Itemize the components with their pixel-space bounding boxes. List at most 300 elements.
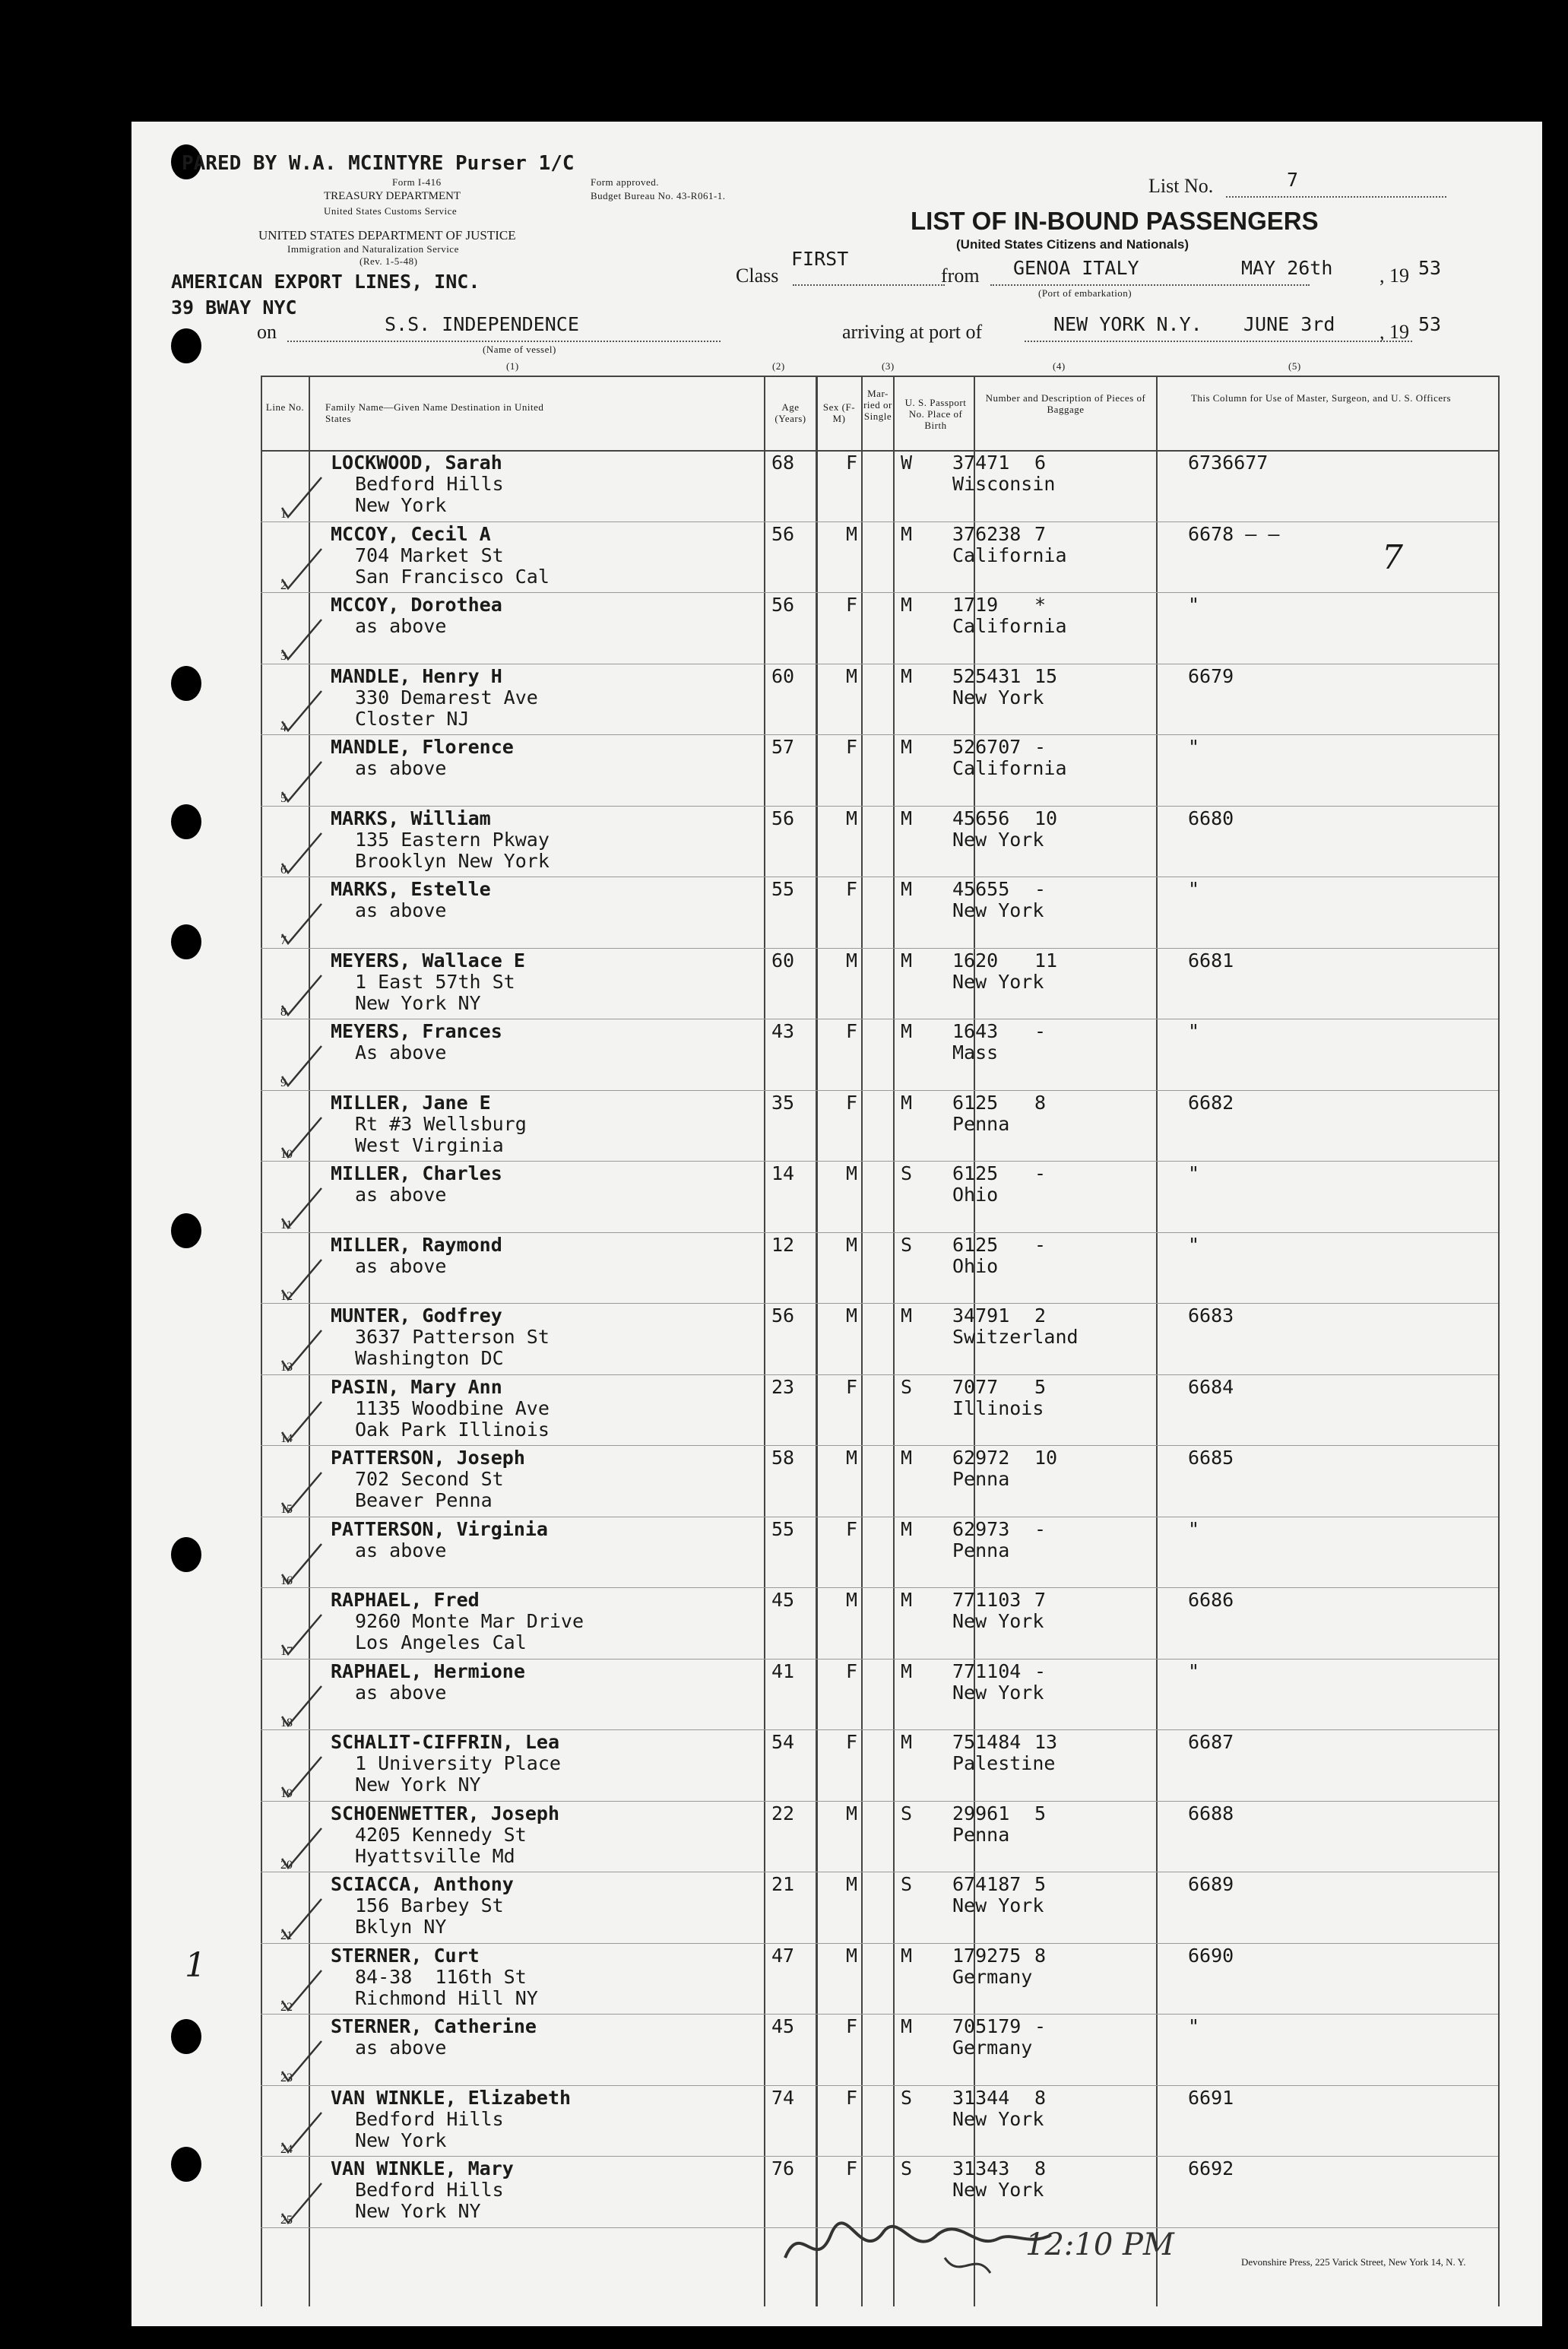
place-of-birth: Germany (952, 2037, 1033, 2059)
table-top-border (261, 376, 1498, 377)
check-mark-icon (276, 1679, 329, 1732)
officer-note: 6685 (1188, 1447, 1234, 1469)
shipping-address: 39 BWAY NYC (171, 296, 297, 319)
left-margin-mark: 1 (185, 1946, 206, 1985)
place-of-birth: Ohio (952, 1254, 999, 1277)
officer-note: 6683 (1188, 1304, 1234, 1327)
check-mark-icon (276, 1181, 329, 1234)
baggage-count: - (1034, 736, 1047, 758)
passenger-name: VAN WINKLE, Elizabeth (331, 2086, 572, 2109)
officer-note: 6689 (1188, 1873, 1234, 1895)
passport-number: 7077 (952, 1375, 999, 1398)
passenger-name: MCCOY, Dorothea (331, 594, 502, 616)
departure-year-prefix: , 19 (1380, 265, 1409, 287)
passport-number: 62972 (952, 1447, 1010, 1469)
passenger-age: 55 (771, 878, 795, 900)
col-number-2: (2) (772, 360, 785, 372)
place-of-birth: New York (952, 1610, 1044, 1632)
passenger-name: STERNER, Curt (331, 1944, 480, 1967)
colhead-line-no: Line No. (265, 401, 305, 413)
officer-note: 6679 (1188, 664, 1234, 687)
baggage-count: 11 (1034, 949, 1058, 972)
form-approved: Form approved. (591, 176, 660, 188)
passenger-marital: S (901, 2157, 913, 2179)
printer-credit: Devonshire Press, 225 Varick Street, New York 14, N. Y. (1241, 2256, 1466, 2268)
margin-seven: 7 (1382, 538, 1403, 577)
row-separator (261, 1729, 1498, 1730)
line-number: 13 (280, 1361, 293, 1374)
budget-bureau: Budget Bureau No. 43-R061-1. (591, 190, 726, 201)
baggage-count: 5 (1034, 1375, 1047, 1398)
officer-note: 6688 (1188, 1802, 1234, 1824)
passenger-address: 84-38 116th St (355, 1965, 527, 1988)
place-of-birth: Germany (952, 1965, 1033, 1988)
baggage-count: 7 (1034, 522, 1047, 545)
baggage-count: 10 (1034, 807, 1058, 829)
passenger-age: 58 (771, 1447, 795, 1469)
passenger-name: MANDLE, Henry H (331, 664, 502, 687)
passenger-marital: M (901, 736, 913, 758)
passenger-address: as above (355, 1184, 447, 1206)
baggage-count: 8 (1034, 2086, 1047, 2109)
embark-caption: (Port of embarkation) (1038, 287, 1132, 299)
immigration-service: Immigration and Naturalization Service (287, 243, 459, 255)
col-number-4: (4) (1053, 360, 1066, 372)
colhead-officers: This Column for Use of Master, Surgeon, and U. S. Officers (1190, 392, 1452, 404)
from-label: from (941, 265, 980, 287)
passport-number: 525431 (952, 664, 1022, 687)
passenger-name: SCHALIT-CIFFRIN, Lea (331, 1731, 560, 1753)
passenger-age: 41 (771, 1660, 795, 1682)
officer-note: " (1188, 1020, 1200, 1042)
form-department: TREASURY DEPARTMENT (324, 190, 461, 202)
place-of-birth: New York (952, 2179, 1044, 2201)
row-separator (261, 1090, 1498, 1091)
passenger-sex: F (846, 736, 858, 758)
line-number: 4 (280, 721, 287, 734)
passenger-name: MANDLE, Florence (331, 736, 514, 758)
place-of-birth: Penna (952, 1823, 1010, 1846)
passport-number: 751484 (952, 1731, 1022, 1753)
passenger-name: SCHOENWETTER, Joseph (331, 1802, 560, 1824)
passenger-address: New York NY (355, 2200, 481, 2222)
class-label: Class (736, 265, 779, 287)
check-mark-icon (276, 612, 329, 665)
passenger-address: Brooklyn New York (355, 849, 550, 872)
place-of-birth: Switzerland (952, 1326, 1079, 1348)
passenger-sex: F (846, 2157, 858, 2179)
passenger-sex: M (846, 1447, 858, 1469)
passenger-address: as above (355, 2037, 447, 2059)
passenger-address: Hyattsville Md (355, 1844, 515, 1867)
officer-note: 6690 (1188, 1944, 1234, 1967)
line-number: 17 (280, 1645, 293, 1658)
row-separator (261, 1303, 1498, 1304)
binder-hole (171, 804, 201, 839)
binder-hole (171, 328, 201, 363)
place-of-birth: Mass (952, 1041, 999, 1064)
check-mark-icon (276, 2176, 329, 2229)
check-mark-icon (276, 541, 329, 594)
passenger-marital: M (901, 1091, 913, 1114)
baggage-count: 8 (1034, 1944, 1047, 1967)
row-separator (261, 592, 1498, 593)
passenger-address: as above (355, 1681, 447, 1704)
place-of-birth: Penna (952, 1468, 1010, 1490)
line-number: 21 (280, 1929, 293, 1942)
passenger-sex: F (846, 594, 858, 616)
arrival-line (1025, 341, 1412, 342)
passenger-address: as above (355, 1539, 447, 1561)
passenger-name: MARKS, Estelle (331, 878, 491, 900)
colhead-married: Mar-ried or Single (863, 388, 892, 422)
passenger-sex: F (846, 1731, 858, 1753)
passenger-marital: W (901, 452, 913, 474)
passenger-name: PATTERSON, Joseph (331, 1447, 525, 1469)
row-separator (261, 2014, 1498, 2015)
baggage-count: - (1034, 2015, 1047, 2037)
passenger-age: 57 (771, 736, 795, 758)
passenger-name: LOCKWOOD, Sarah (331, 452, 502, 474)
passenger-age: 76 (771, 2157, 795, 2179)
officer-note: 6678 — — (1188, 522, 1280, 545)
place-of-birth: Illinois (952, 1396, 1044, 1419)
vessel-caption: (Name of vessel) (483, 344, 556, 355)
passenger-address: Bedford Hills (355, 2179, 504, 2201)
passenger-age: 56 (771, 522, 795, 545)
passenger-name: MARKS, William (331, 807, 491, 829)
passenger-age: 54 (771, 1731, 795, 1753)
passenger-marital: S (901, 1233, 913, 1256)
passenger-name: PATTERSON, Virginia (331, 1517, 548, 1540)
passenger-address: Oak Park Illinois (355, 1418, 550, 1441)
baggage-count: * (1034, 594, 1047, 616)
justice-department: UNITED STATES DEPARTMENT OF JUSTICE (258, 228, 516, 243)
arriving-label: arriving at port of (842, 321, 983, 343)
form-service: United States Customs Service (324, 205, 458, 217)
passenger-marital: M (901, 594, 913, 616)
passenger-name: RAPHAEL, Hermione (331, 1660, 525, 1682)
passenger-address: Bedford Hills (355, 2107, 504, 2130)
officer-note: 6684 (1188, 1375, 1234, 1398)
place-of-birth: New York (952, 899, 1044, 921)
place-of-birth: California (952, 615, 1067, 637)
passenger-age: 74 (771, 2086, 795, 2109)
departure-date: MAY 26th (1241, 257, 1333, 279)
passport-number: 34791 (952, 1304, 1010, 1327)
passenger-address: Washington DC (355, 1347, 504, 1369)
officer-note: " (1188, 594, 1200, 616)
passenger-address: New York NY (355, 1774, 481, 1796)
passenger-marital: M (901, 1517, 913, 1540)
row-separator (261, 734, 1498, 735)
passenger-name: MUNTER, Godfrey (331, 1304, 502, 1327)
passenger-marital: S (901, 1802, 913, 1824)
passenger-sex: M (846, 1873, 858, 1895)
arrival-year: 53 (1418, 313, 1442, 335)
baggage-count: 8 (1034, 2157, 1047, 2179)
binder-hole (171, 1213, 201, 1248)
passport-number: 705179 (952, 2015, 1022, 2037)
passport-number: 376238 (952, 522, 1022, 545)
passenger-address: New York (355, 2129, 447, 2151)
line-number: 7 (280, 934, 287, 947)
officer-note: 6681 (1188, 949, 1234, 972)
passenger-sex: M (846, 1944, 858, 1967)
passenger-address: Closter NJ (355, 707, 470, 730)
passenger-sex: M (846, 1589, 858, 1611)
passenger-marital: S (901, 1375, 913, 1398)
passenger-address: 704 Market St (355, 544, 504, 566)
passport-number: 31343 (952, 2157, 1010, 2179)
row-separator (261, 806, 1498, 807)
passenger-age: 60 (771, 664, 795, 687)
passenger-sex: M (846, 807, 858, 829)
passenger-sex: M (846, 664, 858, 687)
passenger-age: 43 (771, 1020, 795, 1042)
passport-number: 6125 (952, 1091, 999, 1114)
col-divider (861, 376, 863, 2306)
passenger-name: SCIACCA, Anthony (331, 1873, 514, 1895)
officer-note: 6691 (1188, 2086, 1234, 2109)
passenger-name: PASIN, Mary Ann (331, 1375, 502, 1398)
passenger-sex: M (846, 522, 858, 545)
line-number: 9 (280, 1076, 287, 1089)
embark-line (990, 284, 1310, 286)
shipping-line: AMERICAN EXPORT LINES, INC. (171, 271, 480, 293)
baggage-count: 13 (1034, 1731, 1058, 1753)
passenger-address: Beaver Penna (355, 1489, 493, 1511)
passenger-marital: M (901, 1020, 913, 1042)
passenger-marital: M (901, 1447, 913, 1469)
place-of-birth: New York (952, 1681, 1044, 1704)
check-mark-icon (276, 1963, 329, 2016)
passenger-sex: F (846, 1517, 858, 1540)
passenger-sex: F (846, 1020, 858, 1042)
baggage-count: 8 (1034, 1091, 1047, 1114)
revision: (Rev. 1-5-48) (360, 255, 418, 267)
check-mark-icon (276, 1394, 329, 1447)
table-left-border (261, 376, 262, 2306)
passenger-age: 45 (771, 2015, 795, 2037)
passenger-name: STERNER, Catherine (331, 2015, 537, 2037)
passenger-address: West Virginia (355, 1133, 504, 1156)
colhead-age: Age (Years) (774, 401, 806, 424)
baggage-count: 2 (1034, 1304, 1047, 1327)
row-separator (261, 1374, 1498, 1375)
arrival-year-prefix: , 19 (1380, 321, 1409, 343)
passport-number: 771103 (952, 1589, 1022, 1611)
check-mark-icon (276, 2105, 329, 2158)
passenger-address: New York NY (355, 991, 481, 1014)
binder-hole (171, 2147, 201, 2182)
baggage-count: 15 (1034, 664, 1058, 687)
binder-hole (171, 1537, 201, 1572)
departure-year: 53 (1418, 257, 1442, 279)
row-separator (261, 1587, 1498, 1588)
line-number: 20 (280, 1858, 293, 1872)
passenger-address: as above (355, 1254, 447, 1277)
check-mark-icon (276, 1749, 329, 1802)
baggage-count: - (1034, 1020, 1047, 1042)
passenger-sex: F (846, 878, 858, 900)
officer-note: " (1188, 1517, 1200, 1540)
row-separator (261, 1445, 1498, 1446)
passenger-sex: F (846, 2086, 858, 2109)
line-number: 19 (280, 1787, 293, 1800)
on-label: on (257, 321, 277, 343)
passenger-name: MILLER, Raymond (331, 1233, 502, 1256)
passenger-address: San Francisco Cal (355, 565, 550, 588)
col-divider (1156, 376, 1158, 2306)
passenger-address: Rt #3 Wellsburg (355, 1112, 527, 1135)
title: LIST OF IN-BOUND PASSENGERS (911, 207, 1319, 235)
passenger-marital: M (901, 878, 913, 900)
list-no: 7 (1287, 169, 1299, 191)
check-mark-icon (276, 1536, 329, 1590)
passenger-address: as above (355, 757, 447, 779)
officer-note: " (1188, 878, 1200, 900)
list-no-line (1226, 196, 1446, 198)
check-mark-icon (276, 470, 329, 523)
passport-number: 526707 (952, 736, 1022, 758)
binder-hole (171, 924, 201, 959)
passenger-age: 45 (771, 1589, 795, 1611)
line-number: 8 (280, 1005, 287, 1019)
passport-number: 6125 (952, 1233, 999, 1256)
passenger-marital: M (901, 1304, 913, 1327)
place-of-birth: New York (952, 828, 1044, 851)
passenger-address: 3637 Patterson St (355, 1326, 550, 1348)
line-number: 10 (280, 1147, 293, 1161)
place-of-birth: Palestine (952, 1752, 1056, 1774)
passenger-address: 1135 Woodbine Ave (355, 1396, 550, 1419)
line-number: 2 (280, 579, 287, 592)
baggage-count: - (1034, 1233, 1047, 1256)
passport-number: 6125 (952, 1162, 999, 1184)
passenger-address: as above (355, 899, 447, 921)
line-number: 18 (280, 1716, 293, 1729)
officer-note: 6682 (1188, 1091, 1234, 1114)
col-divider (817, 376, 818, 2306)
baggage-count: 6 (1034, 452, 1047, 474)
passenger-sex: M (846, 1304, 858, 1327)
baggage-count: - (1034, 878, 1047, 900)
line-number: 11 (280, 1219, 293, 1232)
passenger-marital: M (901, 664, 913, 687)
manifest-page (131, 122, 1542, 2326)
officer-note: 6736677 (1188, 452, 1269, 474)
check-mark-icon (276, 683, 329, 737)
list-no-label: List No. (1148, 175, 1214, 197)
line-number: 6 (280, 863, 287, 877)
passenger-sex: F (846, 2015, 858, 2037)
row-separator (261, 1161, 1498, 1162)
place-of-birth: Penna (952, 1539, 1010, 1561)
passenger-marital: M (901, 949, 913, 972)
passenger-name: MILLER, Jane E (331, 1091, 491, 1114)
passenger-marital: M (901, 2015, 913, 2037)
passenger-address: Richmond Hill NY (355, 1986, 538, 2009)
passenger-address: 1 University Place (355, 1752, 561, 1774)
passenger-address: 702 Second St (355, 1468, 504, 1490)
arrival-date: JUNE 3rd (1243, 313, 1335, 335)
row-separator (261, 1659, 1498, 1660)
officer-note: " (1188, 1660, 1200, 1682)
row-separator (261, 2156, 1498, 2157)
passport-number: 62973 (952, 1517, 1010, 1540)
passport-number: 771104 (952, 1660, 1022, 1682)
place-of-birth: California (952, 757, 1067, 779)
passport-number: 37471 (952, 452, 1010, 474)
col-number-3: (3) (882, 360, 895, 372)
check-mark-icon (276, 1110, 329, 1163)
passenger-name: VAN WINKLE, Mary (331, 2157, 514, 2179)
passport-number: 1620 (952, 949, 999, 972)
baggage-count: - (1034, 1162, 1047, 1184)
officer-note: " (1188, 736, 1200, 758)
colhead-passport: U. S. Passport No. Place of Birth (904, 397, 967, 431)
officer-note: 6692 (1188, 2157, 1234, 2179)
check-mark-icon (276, 896, 329, 949)
colhead-baggage: Number and Description of Pieces of Baggage (985, 392, 1146, 415)
place-of-birth: New York (952, 1894, 1044, 1916)
passenger-marital: S (901, 1162, 913, 1184)
colhead-name: Family Name—Given Name Destination in United States (325, 401, 544, 424)
check-mark-icon (276, 1038, 329, 1092)
check-mark-icon (276, 2034, 329, 2087)
place-of-birth: New York (952, 686, 1044, 709)
passenger-name: MEYERS, Wallace E (331, 949, 525, 972)
passenger-address: New York (355, 494, 447, 516)
passenger-sex: M (846, 949, 858, 972)
passport-number: 45655 (952, 878, 1010, 900)
passenger-sex: F (846, 1091, 858, 1114)
passenger-sex: F (846, 1660, 858, 1682)
baggage-count: 5 (1034, 1873, 1047, 1895)
passenger-marital: M (901, 1944, 913, 1967)
officer-note: " (1188, 2015, 1200, 2037)
baggage-count: - (1034, 1517, 1047, 1540)
passenger-age: 55 (771, 1517, 795, 1540)
passenger-name: MILLER, Charles (331, 1162, 502, 1184)
officer-note: " (1188, 1162, 1200, 1184)
port-arrival: NEW YORK N.Y. (1053, 313, 1202, 335)
subtitle: (United States Citizens and Nationals) (956, 237, 1189, 252)
colhead-sex: Sex (F-M) (822, 401, 856, 424)
place-of-birth: New York (952, 970, 1044, 993)
passenger-marital: M (901, 1589, 913, 1611)
place-of-birth: Wisconsin (952, 473, 1056, 495)
check-mark-icon (276, 754, 329, 807)
port-embarkation: GENOA ITALY (1013, 257, 1139, 279)
passenger-age: 56 (771, 594, 795, 616)
passenger-sex: F (846, 452, 858, 474)
line-number: 22 (280, 2000, 293, 2014)
passenger-marital: M (901, 1660, 913, 1682)
passenger-address: 156 Barbey St (355, 1894, 504, 1916)
passport-number: 45656 (952, 807, 1010, 829)
passenger-marital: M (901, 522, 913, 545)
passenger-marital: S (901, 1873, 913, 1895)
baggage-count: - (1034, 1660, 1047, 1682)
passport-number: 179275 (952, 1944, 1022, 1967)
check-mark-icon (276, 1465, 329, 1518)
place-of-birth: California (952, 544, 1067, 566)
passenger-age: 60 (771, 949, 795, 972)
row-separator (261, 948, 1498, 949)
passenger-sex: M (846, 1233, 858, 1256)
